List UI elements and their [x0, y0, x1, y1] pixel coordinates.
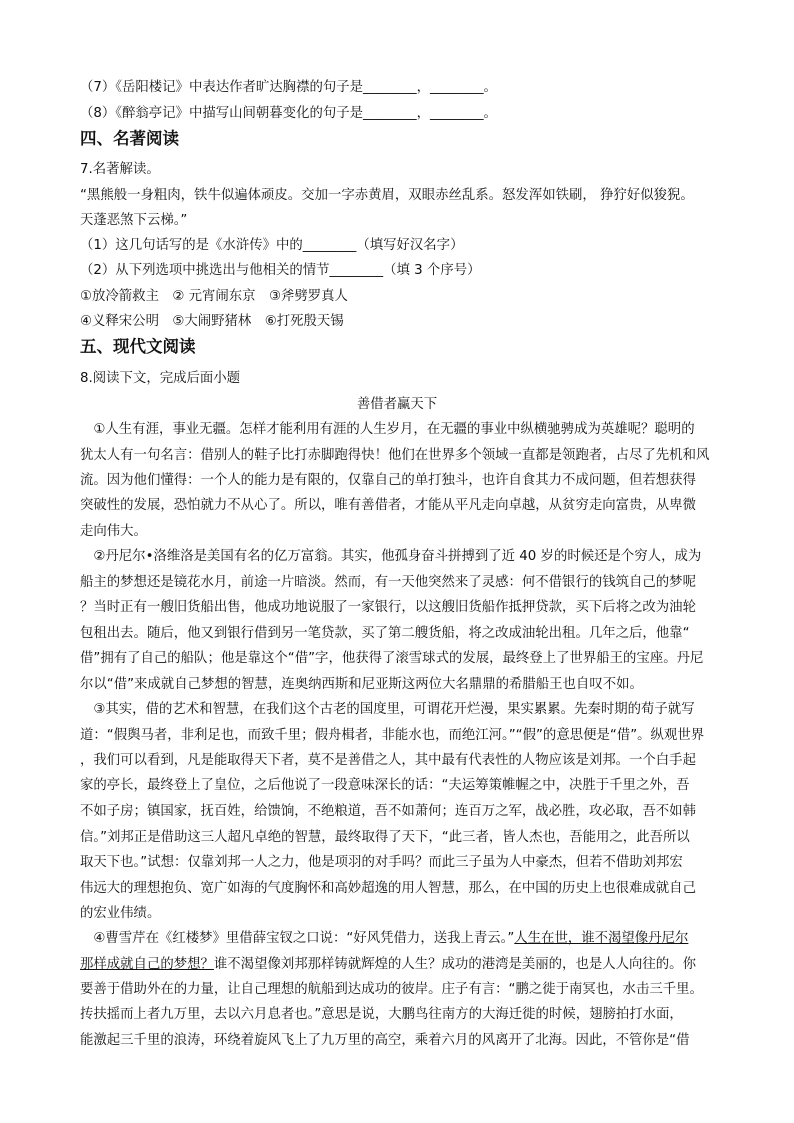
paragraph-line: 伟远大的理想抱负、宽广如海的气度胸怀和高妙超逸的用人智慧，那么，在中国的历史上也很难成就自己: [80, 881, 696, 896]
paragraph-line: 包租出去。随后，他又到银行借到另一笔贷款，买了第二艘货船，将之改成油轮出租。几年之后，他靠“: [80, 626, 690, 641]
options-line: ①放冷箭救主 ② 元宵闹东京 ③斧劈罗真人: [80, 289, 348, 304]
question-7-fill: （7）《岳阳楼记》中表达作者旷达胸襟的句子是________，________。: [80, 80, 497, 95]
paragraph-line: 信。”刘邦正是借助这三人超凡卓绝的智慧，最终取得了天下，“此三者，皆人杰也，吾能用之，此吾所以: [80, 830, 690, 845]
paragraph-line: 抟扶摇而上者九万里，去以六月息者也。”意思是说，大鹏鸟往南方的大海迁徙的时候，翅膀拍打水面，: [80, 1007, 683, 1022]
paragraph-line: 流。因为他们懂得：一个人的能力是有限的，仅靠自己的单打独斗，也许自食其力不成问题，但若想获得: [80, 473, 696, 488]
paragraph-line: 的宏业伟绩。: [80, 906, 161, 921]
sub-question: （1）这几句话写的是《水浒传》中的________（填写好汉名字）: [80, 238, 464, 253]
paragraph-line: 犹太人有一句名言：借别人的鞋子比打赤脚跑得快！他们在世界多个领域一直都是领跑者，占尽了先机和风: [80, 448, 710, 463]
paragraph-line: 家的亭长，最终登上了皇位，之后他说了一段意味深长的话：“夫运筹策帷幄之中，决胜于千里之外，吾: [80, 778, 690, 793]
underlined-sentence: 那样成就自己的梦想？: [80, 957, 214, 972]
paragraph-line: 船主的梦想还是镜花水月，前途一片暗淡。然而，有一天他突然来了灵感：何不借银行的钱筑自己的梦呢: [80, 575, 696, 590]
paragraph-text: ④曹雪芹在《红楼梦》里借薛宝钗之口说：“好风凭借力，送我上青云。”: [80, 931, 515, 946]
paragraph-line: 要善于借助外在的力量，让自己理想的航船到达成功的彼岸。庄子有言：“鹏之徙于南冥也，水击三千里。: [80, 982, 703, 997]
question-title: 8.阅读下文，完成后面小题: [80, 371, 241, 386]
paragraph-line: [80, 955, 696, 975]
paragraph-line: ②丹尼尔•洛维洛是美国有名的亿万富翁。其实，他孤身奋斗拼搏到了近 40 岁的时候还是个穷人，成为: [80, 549, 702, 564]
quote-line: 天蓬恶煞下云梯。”: [80, 213, 188, 228]
quote-line: “黑熊般一身粗肉，铁牛似遍体顽皮。交加一字赤黄眉，双眼赤丝乱系。怒发浑如铁刷， 狰狞好似狻猊。: [80, 188, 694, 203]
paragraph-line: ，我们可以看到，凡是能取得天下者，莫不是善借之人，其中最有代表性的人物应该是刘邦。一个白手起: [80, 753, 696, 768]
paragraph-line: 走向伟大。: [80, 524, 147, 539]
sub-question: （2）从下列选项中挑选出与他相关的情节________（填 3 个序号）: [80, 263, 481, 278]
paragraph-line: 取天下也。”试想：仅靠刘邦一人之力，他是项羽的对手吗？而此三子虽为人中豪杰，但若不借助刘邦宏: [80, 855, 683, 870]
options-line: ④义释宋公明 ⑤大闹野猪林 ⑥打死殷天锡: [80, 314, 344, 329]
paragraph-line: ？当时正有一艘旧货船出售，他成功地说服了一家银行，以这艘旧货船作抵押贷款，买下后将之改为油轮: [80, 600, 696, 615]
paragraph-line: [80, 929, 688, 949]
paragraph-line: 突破性的发展，恐怕就力不从心了。所以，唯有善借者，才能从平凡走向卓越，从贫穷走向富贵，从卑微: [80, 498, 696, 513]
article-title: 善借者赢天下: [356, 397, 438, 412]
section-heading-classics: 四、名著阅读: [80, 129, 179, 148]
paragraph-text: 谁不渴望像刘邦那样铸就辉煌的人生？成功的港湾是美丽的，也是人人向往的。你: [213, 957, 696, 972]
paragraph-line: ③其实，借的艺术和智慧，在我们这个古老的国度里，可谓花开烂漫，果实累累。先秦时期的荀子就写: [80, 702, 695, 717]
paragraph-line: 能激起三千里的浪涛，环绕着旋风飞上了九万里的高空，乘着六月的风离开了北海。因此，不管你是“借: [80, 1033, 690, 1048]
paragraph-line: ①人生有涯，事业无疆。怎样才能利用有涯的人生岁月，在无疆的事业中纵横驰骋成为英雄呢？聪明的: [80, 422, 695, 437]
underlined-sentence: 人生在世，谁不渴望像丹尼尔: [514, 931, 689, 946]
question-title: 7.名著解读。: [80, 162, 160, 177]
paragraph-line: 借”拥有了自己的船队；他是靠这个“借”字，他获得了滚雪球式的发展，最终登上了世界船王的宝座。丹尼: [80, 651, 704, 666]
paragraph-line: 道：“假舆马者，非利足也，而致千里；假舟楫者，非能水也，而绝江河。”“假”的意思便是“借”。纵观世界: [80, 728, 705, 743]
paragraph-line: 不如子房；镇国家，抚百姓，给馈饷，不绝粮道，吾不如萧何；连百万之军，战必胜，攻必取，吾不如韩: [80, 804, 696, 819]
paragraph-line: 尔以“借”来成就自己梦想的智慧，连奥纳西斯和尼亚斯这两位大名鼎鼎的希腊船王也自叹不如。: [80, 677, 643, 692]
question-8-fill: （8）《醉翁亭记》中描写山间朝暮变化的句子是________，________。: [80, 106, 497, 121]
section-heading-modern-reading: 五、现代文阅读: [80, 337, 196, 356]
